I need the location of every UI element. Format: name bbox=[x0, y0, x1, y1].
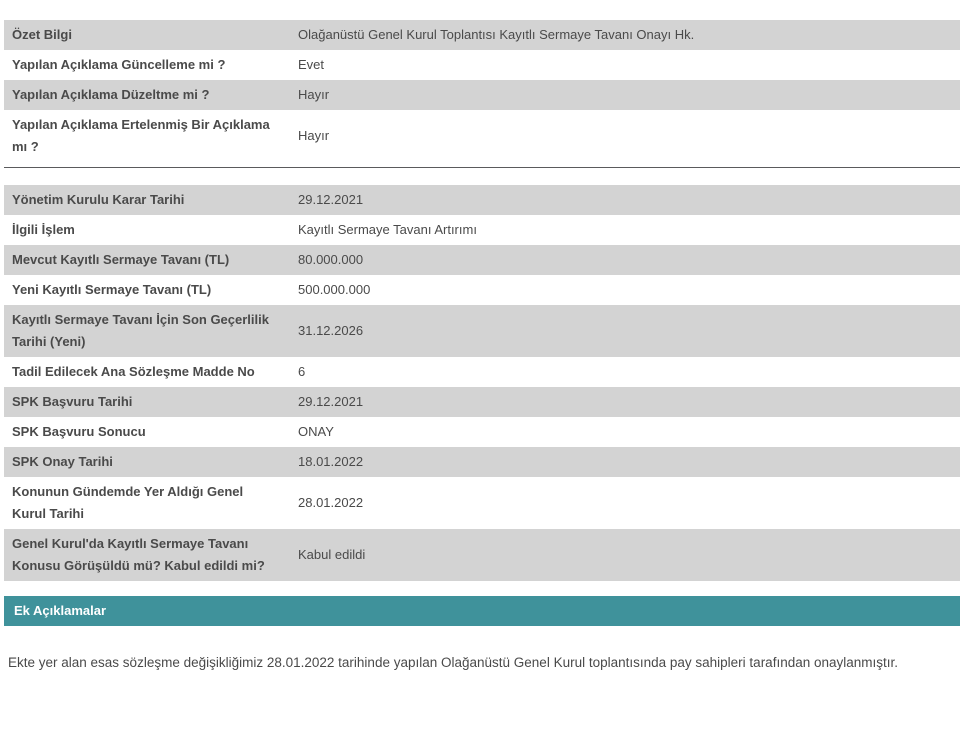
row-value: 28.01.2022 bbox=[298, 495, 364, 510]
row-value: 6 bbox=[298, 364, 306, 379]
row-label: Yapılan Açıklama Güncelleme mi ? bbox=[12, 57, 226, 72]
row-label: Genel Kurul'da Kayıtlı Sermaye Tavanı Konusu Görüşüldü mü? Kabul edildi mi? bbox=[12, 536, 265, 573]
row-label: Kayıtlı Sermaye Tavanı İçin Son Geçerlilik Tarihi (Yeni) bbox=[12, 312, 269, 349]
row-value: 80.000.000 bbox=[298, 252, 364, 267]
row-label: Tadil Edilecek Ana Sözleşme Madde No bbox=[12, 364, 255, 379]
row-label: Yapılan Açıklama Ertelenmiş Bir Açıklama mı ? bbox=[12, 117, 270, 154]
table-row bbox=[4, 110, 960, 162]
table-row bbox=[4, 417, 960, 447]
table-row bbox=[4, 80, 960, 110]
row-value: 29.12.2021 bbox=[298, 394, 364, 409]
section-divider bbox=[4, 167, 960, 168]
table-row bbox=[4, 529, 960, 581]
row-value: Kayıtlı Sermaye Tavanı Artırımı bbox=[298, 222, 477, 237]
disclosure-page bbox=[4, 20, 960, 674]
table-row bbox=[4, 20, 960, 50]
table-row bbox=[4, 357, 960, 387]
table-row bbox=[4, 275, 960, 305]
table-row bbox=[4, 305, 960, 357]
additional-explanations-header: Ek Açıklamalar bbox=[4, 596, 960, 626]
row-value: Evet bbox=[298, 57, 325, 72]
row-label: Mevcut Kayıtlı Sermaye Tavanı (TL) bbox=[12, 252, 230, 267]
additional-explanations-text: Ekte yer alan esas sözleşme değişikliğimiz 28.01.2022 tarihinde yapılan Olağanüstü Genel Kurul toplantısında pay sahipleri tarafından onaylanmıştır. bbox=[8, 655, 899, 670]
row-label: Özet Bilgi bbox=[12, 27, 72, 42]
row-value: Kabul edildi bbox=[298, 547, 366, 562]
row-value: 29.12.2021 bbox=[298, 192, 364, 207]
table-row bbox=[4, 387, 960, 417]
row-value: Olağanüstü Genel Kurul Toplantısı Kayıtlı Sermaye Tavanı Onayı Hk. bbox=[298, 27, 695, 42]
row-label: İlgili İşlem bbox=[12, 222, 75, 237]
row-value: 18.01.2022 bbox=[298, 454, 364, 469]
row-label: SPK Onay Tarihi bbox=[12, 454, 113, 469]
row-label: Yapılan Açıklama Düzeltme mi ? bbox=[12, 87, 210, 102]
table-row bbox=[4, 245, 960, 275]
row-label: Yönetim Kurulu Karar Tarihi bbox=[12, 192, 185, 207]
row-label: SPK Başvuru Tarihi bbox=[12, 394, 133, 409]
table-row bbox=[4, 447, 960, 477]
row-label: Yeni Kayıtlı Sermaye Tavanı (TL) bbox=[12, 282, 212, 297]
summary-table bbox=[4, 20, 960, 162]
row-value: ONAY bbox=[298, 424, 334, 439]
row-value: 31.12.2026 bbox=[298, 323, 364, 338]
table-row bbox=[4, 477, 960, 529]
table-row bbox=[4, 215, 960, 245]
detail-table bbox=[4, 185, 960, 581]
table-row bbox=[4, 185, 960, 215]
table-row bbox=[4, 50, 960, 80]
row-label: SPK Başvuru Sonucu bbox=[12, 424, 146, 439]
row-value: Hayır bbox=[298, 87, 330, 102]
row-value: Hayır bbox=[298, 128, 330, 143]
row-label: Konunun Gündemde Yer Aldığı Genel Kurul Tarihi bbox=[12, 484, 244, 521]
row-value: 500.000.000 bbox=[298, 282, 371, 297]
